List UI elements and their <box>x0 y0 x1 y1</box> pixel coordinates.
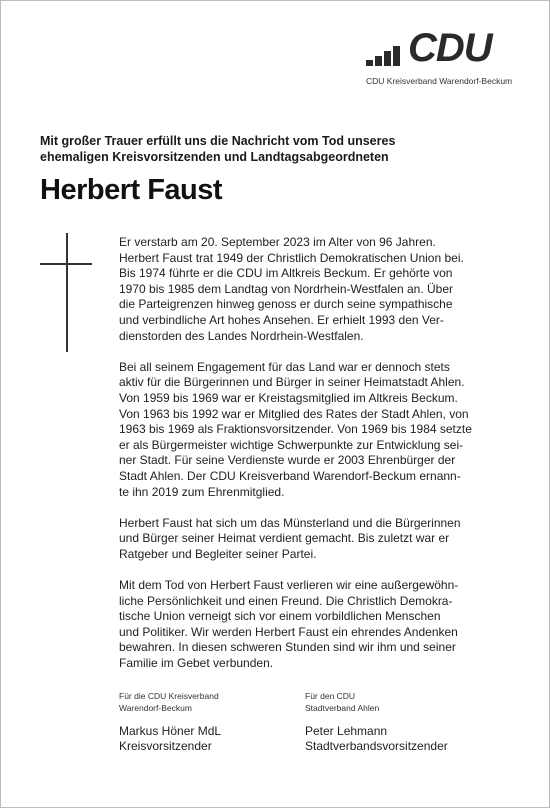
paragraph <box>119 360 519 500</box>
text-line: ner Stadt. Für seine Verdienste wurde er 2003 Ehrenbürger der <box>119 453 456 468</box>
deceased-name: Herbert Faust <box>40 174 223 206</box>
text-line: tische Union verneigt sich vor einem vorbildlichen Menschen <box>119 609 441 624</box>
text-line: Von 1959 bis 1969 war er Kreistagsmitglied im Altkreis Beckum. <box>119 390 458 405</box>
paragraph <box>119 516 519 563</box>
text-line: 1963 bis 1969 als Fraktionsvorsitzender. Von 1969 bis 1984 setzte <box>119 422 472 437</box>
signature-person-block <box>119 724 221 754</box>
logo-bars-icon <box>366 46 406 66</box>
text-line: und verbindliche Art hohes Ansehen. Er erhielt 1993 den Ver- <box>119 312 444 327</box>
text-line: Von 1963 bis 1992 war er Mitglied des Rates der Stadt Ahlen, von <box>119 406 469 421</box>
text-line: er als Bürgermeister wichtige Schwerpunkte zur Entwicklung sei- <box>119 437 464 452</box>
text-line: te ihn 2019 zum Ehrenmitglied. <box>119 484 285 499</box>
intro-line: ehemaligen Kreisvorsitzenden und Landtagsabgeordneten <box>40 150 389 164</box>
obituary-body <box>119 235 519 687</box>
cdu-logo <box>366 26 520 70</box>
text-line: Ratgeber und Begleiter seiner Partei. <box>119 546 317 561</box>
cross-icon-vertical <box>66 233 68 352</box>
signature-right <box>305 690 448 754</box>
signature-person: Markus Höner MdL <box>119 724 222 738</box>
signature-person-block <box>305 724 448 754</box>
signature-org <box>305 690 448 714</box>
logo-wordmark: CDU <box>408 26 492 70</box>
signature-org <box>119 690 221 714</box>
text-line: Herbert Faust trat 1949 der Christlich Demokratischen Union bei. <box>119 250 464 265</box>
intro-text <box>40 133 480 165</box>
signature-org-line: Für den CDU <box>305 691 356 701</box>
signature-role: Kreisvorsitzender <box>119 739 212 753</box>
text-line: Bis 1974 führte er die CDU im Altkreis Beckum. Er gehörte von <box>119 266 453 281</box>
paragraph <box>119 578 519 672</box>
text-line: dienstorden des Landes Nordrhein-Westfalen. <box>119 328 364 343</box>
text-line: und Politiker. Wir werden Herbert Faust ein ehrendes Andenken <box>119 624 458 639</box>
signature-org-line: Stadtverband Ahlen <box>305 703 380 713</box>
signature-left <box>119 690 221 754</box>
signature-role: Stadtverbandsvorsitzender <box>305 739 448 753</box>
text-line: aktiv für die Bürgerinnen und Bürger in seiner Heimatstadt Ahlen. <box>119 375 465 390</box>
intro-line: Mit großer Trauer erfüllt uns die Nachricht vom Tod unseres <box>40 134 396 148</box>
signature-person: Peter Lehmann <box>305 724 388 738</box>
text-line: Bei all seinem Engagement für das Land war er dennoch stets <box>119 359 450 374</box>
text-line: Er verstarb am 20. September 2023 im Alter von 96 Jahren. <box>119 235 436 249</box>
text-line: 1970 bis 1985 dem Landtag von Nordrhein-Westfalen an. Über <box>119 281 453 296</box>
text-line: bewahren. In diesen schweren Stunden sind wir ihm und seiner <box>119 640 456 655</box>
signature-org-line: Warendorf-Beckum <box>119 703 192 713</box>
paragraph <box>119 235 519 344</box>
text-line: und Bürger seiner Heimat verdient gemacht. Bis zuletzt war er <box>119 531 450 546</box>
logo-subtitle: CDU Kreisverband Warendorf-Beckum <box>366 76 513 86</box>
signature-org-line: Für die CDU Kreisverband <box>119 691 219 701</box>
cross-icon-horizontal <box>40 263 92 265</box>
text-line: Mit dem Tod von Herbert Faust verlieren wir eine außergewöhn- <box>119 578 459 593</box>
text-line: Herbert Faust hat sich um das Münsterland und die Bürgerinnen <box>119 515 461 530</box>
text-line: Familie im Gebet verbunden. <box>119 656 274 671</box>
text-line: Stadt Ahlen. Der CDU Kreisverband Warendorf-Beckum ernann- <box>119 468 461 483</box>
text-line: die Parteigrenzen hinweg genoss er durch seine sympathische <box>119 297 453 312</box>
text-line: liche Persönlichkeit und einen Freund. Die Christlich Demokra- <box>119 593 453 608</box>
